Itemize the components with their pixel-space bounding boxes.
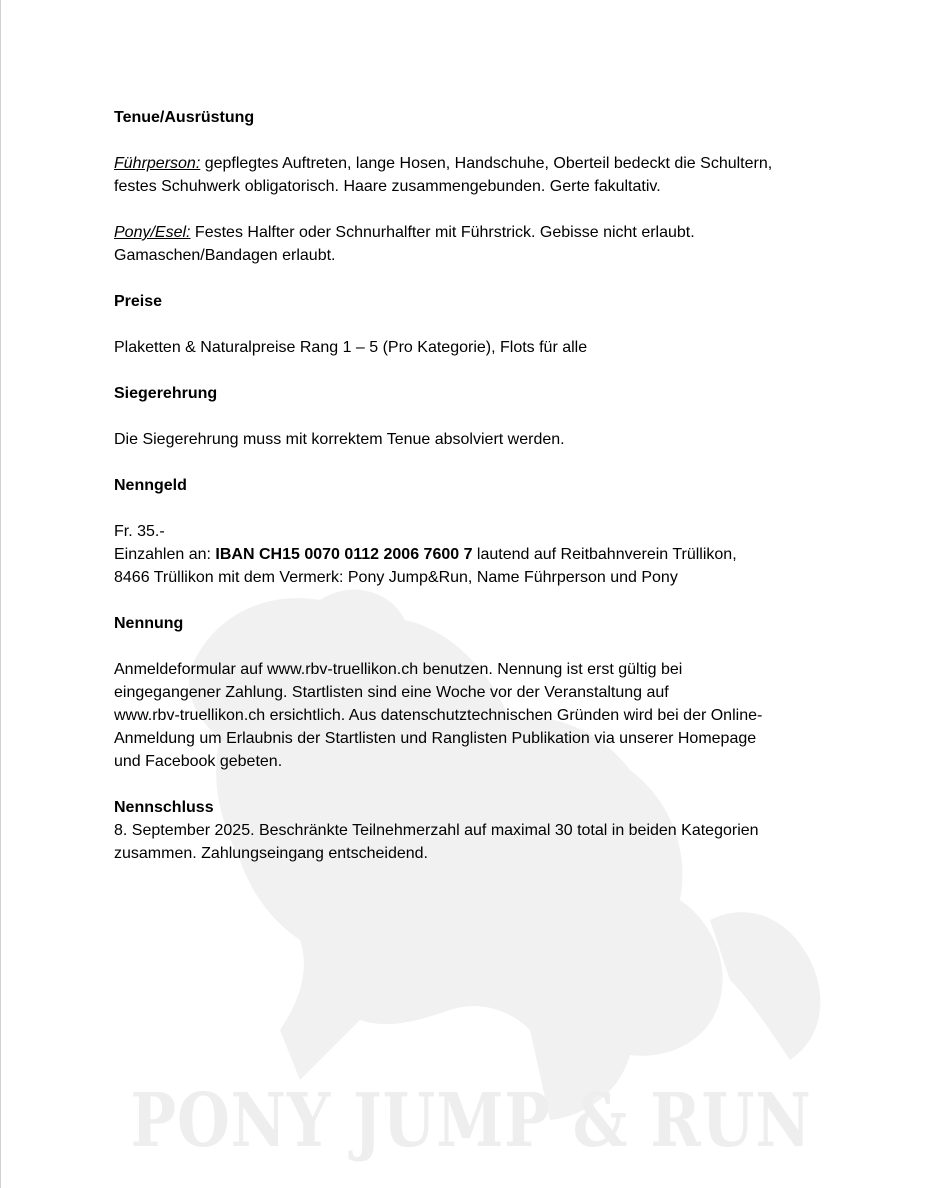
watermark-text: PONY JUMP & RUN [130,1078,812,1164]
nennung-line: Anmeldung um Erlaubnis der Startlisten und Ranglisten Publikation via unserer Homepage [114,730,757,747]
nennung-line: www.rbv-truellikon.ch ersichtlich. Aus datenschutztechnischen Gründen wird bei der Online- [114,707,763,724]
paragraph-nenngeld: Einzahlen an: IBAN CH15 0070 0112 2006 7600 7 lautend auf Reitbahnverein Trüllikon, [114,546,737,563]
paragraph-fuehrperson: Führperson: gepflegtes Auftreten, lange Hosen, Handschuhe, Oberteil bedeckt die Schultern, [114,155,773,172]
paragraph-pony: Pony/Esel: Festes Halfter oder Schnurhalfter mit Führstrick. Gebisse nicht erlaubt. [114,224,695,241]
nennung-line: und Facebook gebeten. [114,753,283,770]
iban: IBAN CH15 0070 0112 2006 7600 7 [215,546,473,563]
nenngeld-amount: Fr. 35.- [114,523,165,540]
label-fuehrperson: Führperson: [114,155,201,172]
page-edge [0,0,1,1188]
heading-nenngeld: Nenngeld [114,477,187,494]
heading-siegerehrung: Siegerehrung [114,385,218,402]
label-pony: Pony/Esel: [114,224,191,241]
nennung-line: eingegangener Zahlung. Startlisten sind eine Woche vor der Veranstaltung auf [114,684,669,701]
heading-preise: Preise [114,293,163,310]
heading-tenue: Tenue/Ausrüstung [114,109,255,126]
nennschluss-line: zusammen. Zahlungseingang entscheidend. [114,845,428,862]
heading-nennung: Nennung [114,615,184,632]
document-body [114,106,844,865]
paragraph-pony-2: Gamaschen/Bandagen erlaubt. [114,247,336,264]
paragraph-preise: Plaketten & Naturalpreise Rang 1 – 5 (Pro Kategorie), Flots für alle [114,339,588,356]
nennschluss-line: 8. September 2025. Beschränkte Teilnehmerzahl auf maximal 30 total in beiden Kategorien [114,822,759,839]
paragraph-nenngeld-2: 8466 Trüllikon mit dem Vermerk: Pony Jump&Run, Name Führperson und Pony [114,569,678,586]
nennung-line: Anmeldeformular auf www.rbv-truellikon.ch benutzen. Nennung ist erst gültig bei [114,661,683,678]
heading-nennschluss: Nennschluss [114,799,214,816]
paragraph-fuehrperson-2: festes Schuhwerk obligatorisch. Haare zusammengebunden. Gerte fakultativ. [114,178,661,195]
paragraph-siegerehrung: Die Siegerehrung muss mit korrektem Tenue absolviert werden. [114,431,565,448]
